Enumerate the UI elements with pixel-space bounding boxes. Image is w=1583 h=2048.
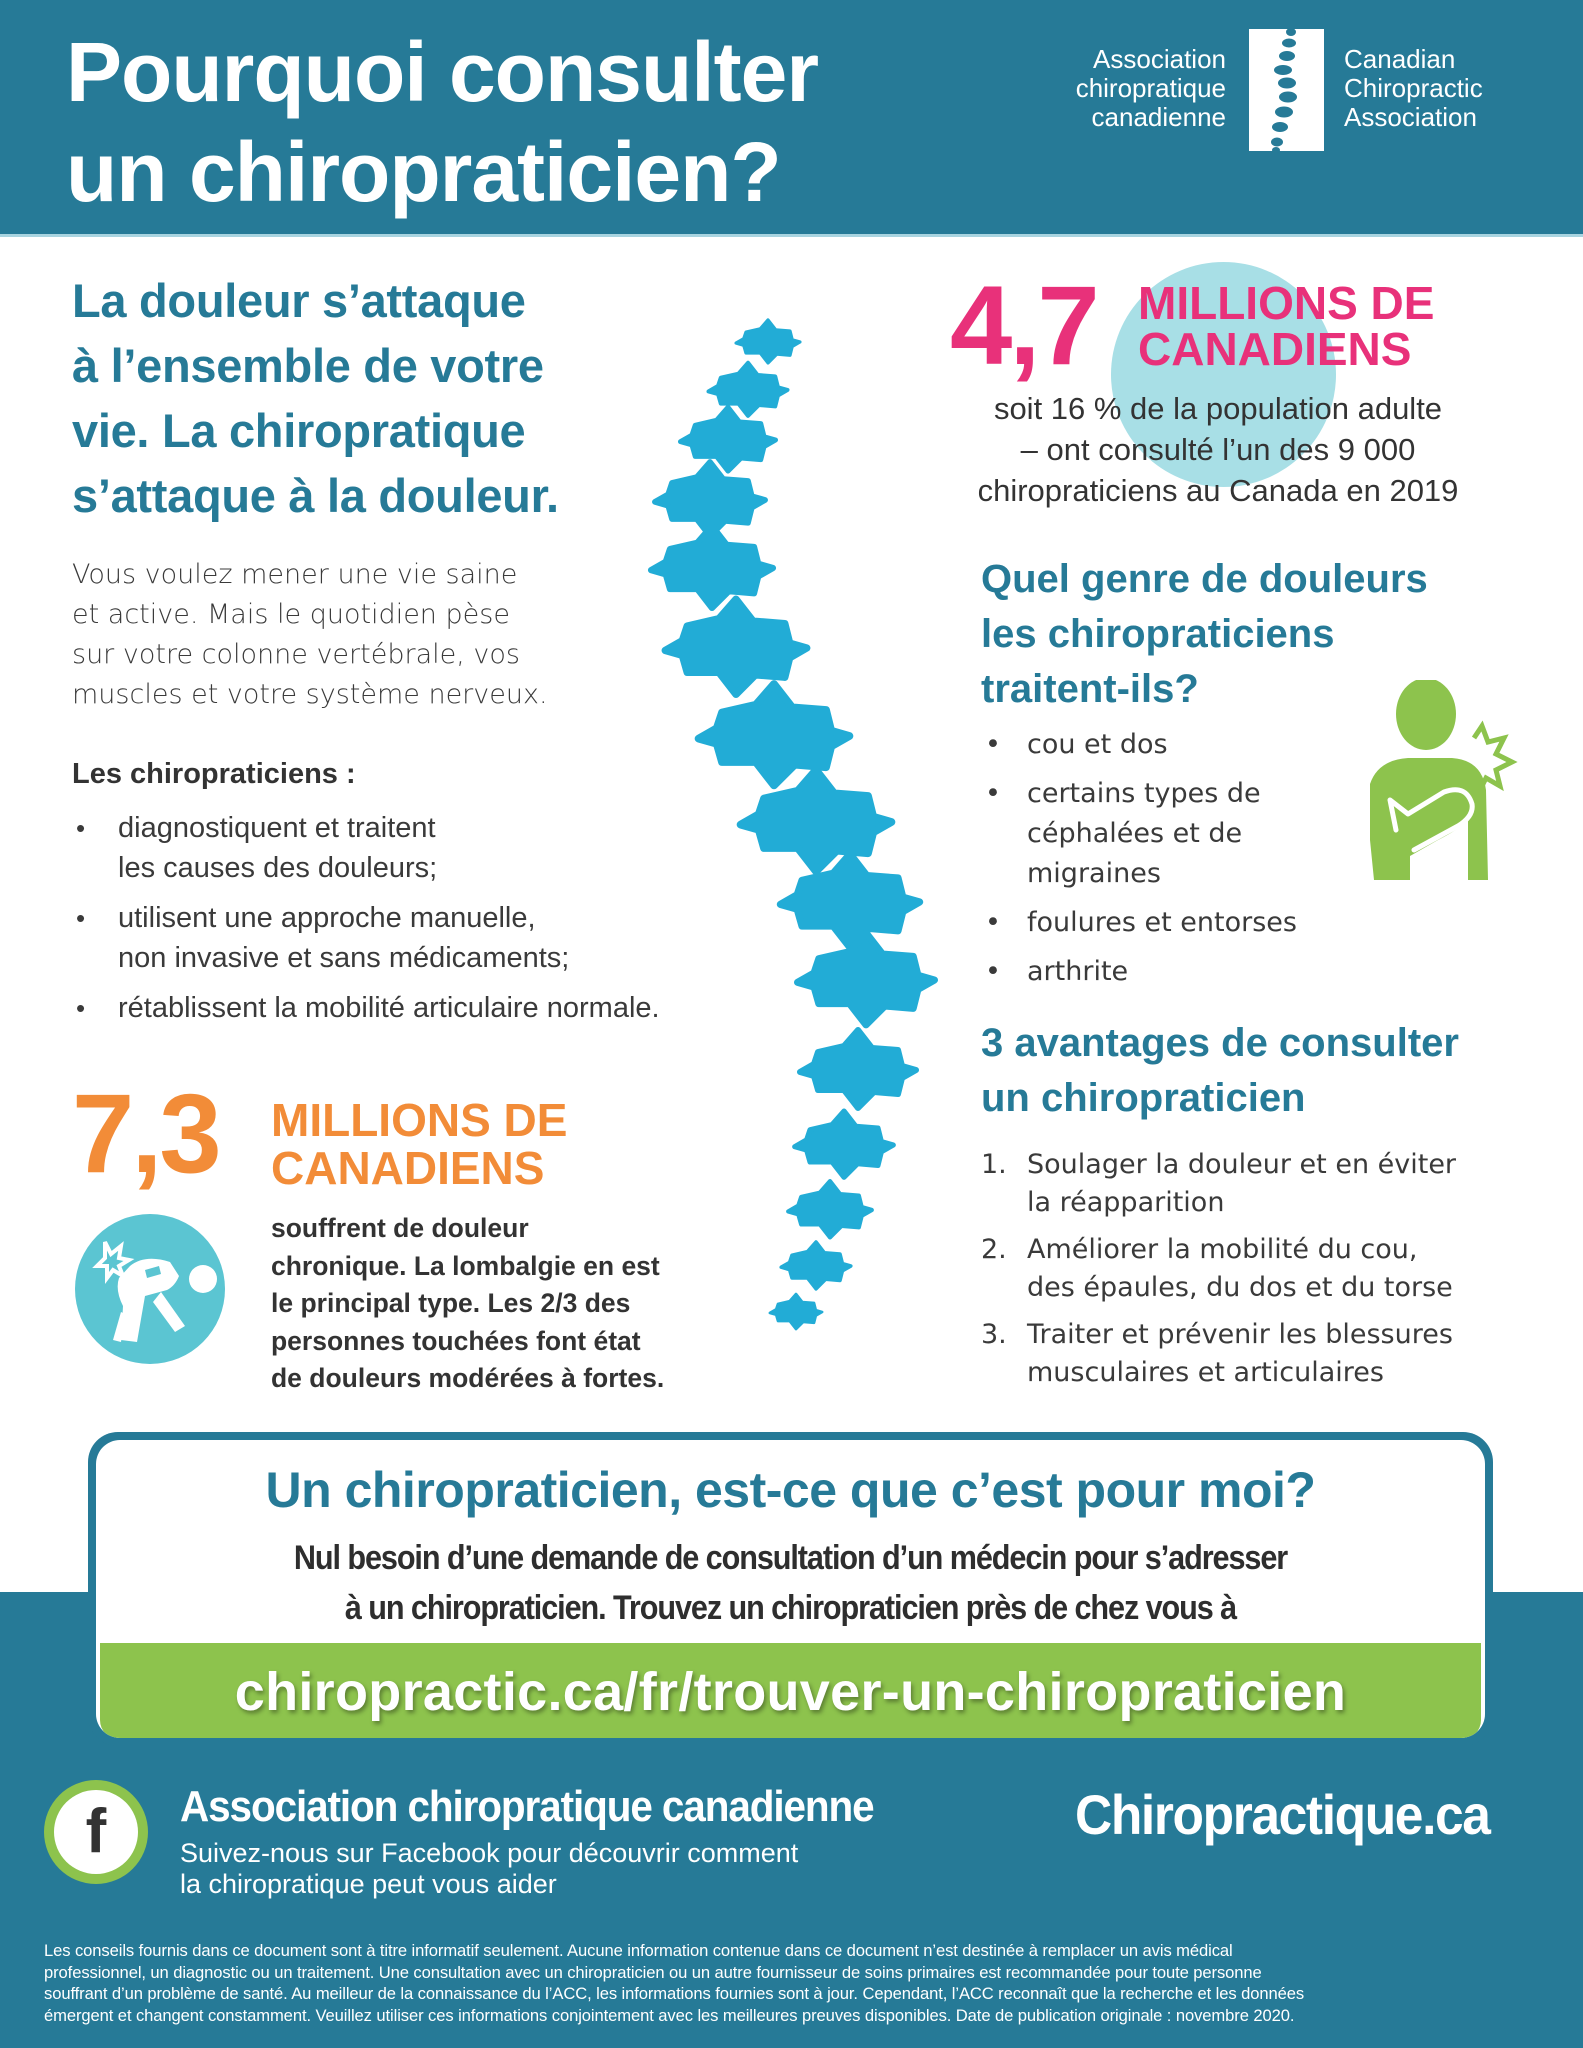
list-item	[981, 952, 1321, 992]
vertebrae-icon	[640, 300, 950, 1350]
heading-line: les chiropraticiens	[981, 612, 1335, 656]
list-number: 1.	[981, 1149, 1007, 1180]
shoulder-pain-graphic	[1348, 680, 1538, 880]
list-item-text: la réapparition	[1027, 1187, 1225, 1218]
list-item-text: musculaires et articulaires	[1027, 1357, 1384, 1388]
heading-line: traitent-ils?	[981, 667, 1199, 711]
bullet-icon: •	[985, 729, 1001, 760]
list-item-text: foulures et entorses	[1027, 907, 1297, 938]
cta-title: Un chiropraticien, est-ce que c’est pour moi?	[265, 1462, 1316, 1518]
list-item-text: cou et dos	[1027, 729, 1168, 760]
bullet-icon: •	[985, 956, 1001, 987]
list-item-text: les causes des douleurs;	[118, 852, 438, 884]
logo-text-english	[1344, 45, 1483, 132]
list-item	[981, 1316, 1541, 1392]
disclaimer-line: souffrant d’un problème de santé. Au meilleur de la connaissance du l’ACC, les informations fournies sont à jour. Cependant, l’ACC reconnaît que la recherche et les données	[44, 1984, 1305, 2003]
stat-text-line: le principal type. Les 2/3 des	[271, 1288, 631, 1318]
visits-stat-description	[908, 388, 1528, 511]
visits-stat-label	[1138, 277, 1435, 375]
intro-body-line: Vous voulez mener une vie saine	[72, 559, 518, 590]
stat-label-line: MILLIONS DE	[271, 1094, 568, 1146]
cta-body	[165, 1533, 1415, 1633]
list-item-text: arthrite	[1027, 956, 1129, 987]
disclaimer-line: Les conseils fournis dans ce document sont à titre informatif seulement. Aucune information contenue dans ce document n’est destinée à remplacer un avis médical	[44, 1941, 1233, 1960]
spine-logo-graphic	[1249, 29, 1324, 151]
bullet-icon: •	[985, 907, 1001, 938]
spine-illustration	[640, 300, 950, 1350]
stat-text-line: – ont consulté l’un des 9 000	[1020, 432, 1416, 467]
page-title-line-1: Pourquoi consulter	[66, 25, 819, 119]
chiropractors-heading: Les chiropraticiens :	[72, 758, 356, 790]
facebook-icon[interactable]	[44, 1780, 148, 1884]
intro-headline-line: à l’ensemble de votre	[72, 339, 544, 392]
intro-body-line: et active. Mais le quotidien pèse	[72, 599, 510, 630]
pain-types-list	[981, 725, 1321, 1001]
visits-stat-number: 4,7	[950, 263, 1097, 388]
list-item-text: diagnostiquent et traitent	[118, 812, 436, 844]
intro-headline	[72, 268, 672, 528]
intro-headline-line: La douleur s’attaque	[72, 274, 526, 327]
list-item-text: céphalées et de	[1027, 818, 1243, 849]
list-number: 2.	[981, 1234, 1007, 1265]
bullet-icon: •	[76, 993, 86, 1023]
list-item	[981, 1231, 1541, 1307]
cta-box-inner	[96, 1440, 1485, 1738]
list-item-text: Soulager la douleur et en éviter	[1027, 1149, 1457, 1180]
stat-label-line: CANADIENS	[1138, 323, 1412, 375]
facebook-org-name[interactable]: Association chiropratique canadienne	[180, 1782, 874, 1831]
stat-label-line: MILLIONS DE	[1138, 277, 1435, 329]
facebook-glyph: f	[54, 1790, 138, 1874]
logo-fr-line: Association	[1093, 44, 1226, 74]
bullet-icon: •	[76, 813, 86, 843]
intro-body	[72, 555, 652, 715]
list-item-text: utilisent une approche manuelle,	[118, 902, 536, 934]
list-item-text: des épaules, du dos et du torse	[1027, 1272, 1453, 1303]
logo-en-line: Association	[1344, 102, 1477, 132]
disclaimer	[44, 1940, 1554, 2026]
back-pain-person-icon	[75, 1214, 225, 1364]
stat-text-line: chronique. La lombalgie en est	[271, 1250, 660, 1281]
stat-text-line: chiropraticiens au Canada en 2019	[977, 473, 1459, 508]
logo-en-line: Canadian	[1344, 44, 1456, 74]
list-item	[981, 725, 1321, 765]
intro-body-line: muscles et votre système nerveux.	[72, 679, 548, 710]
list-item-text: Améliorer la mobilité du cou,	[1027, 1234, 1418, 1265]
list-item-text: Traiter et prévenir les blessures	[1027, 1319, 1453, 1350]
shoulder-pain-person-icon	[1348, 680, 1538, 880]
facebook-follow-text	[180, 1838, 940, 1900]
heading-line: un chiropraticien	[981, 1076, 1306, 1120]
list-item-text: migraines	[1027, 858, 1161, 889]
benefits-heading	[981, 1016, 1561, 1126]
disclaimer-line: émergent et changent constamment. Veuillez utiliser ces informations conjointement avec les meilleures preuves disponibles. Date de publication originale : novembre 2020.	[44, 2005, 1295, 2025]
intro-headline-line: vie. La chiropratique	[72, 404, 526, 457]
heading-line: 3 avantages de consulter	[981, 1021, 1459, 1065]
cta-body-line: Nul besoin d’une demande de consultation d’un médecin pour s’adresser	[293, 1539, 1288, 1577]
follow-line: la chiropratique peut vous aider	[180, 1869, 557, 1899]
page-title-line-2: un chiropraticien?	[66, 125, 781, 219]
header-banner	[0, 0, 1583, 237]
website-link[interactable]: Chiropractique.ca	[1075, 1783, 1490, 1846]
back-pain-graphic	[75, 1214, 225, 1364]
list-item	[981, 903, 1321, 943]
list-item	[981, 774, 1321, 894]
list-number: 3.	[981, 1319, 1007, 1350]
intro-headline-line: s’attaque à la douleur.	[72, 469, 559, 522]
stat-text-line: personnes touchées font état	[271, 1325, 641, 1356]
logo-text-french	[1076, 45, 1226, 132]
bullet-icon: •	[76, 903, 86, 933]
stat-text-line: de douleurs modérées à fortes.	[271, 1363, 665, 1393]
disclaimer-line: professionnel, un diagnostic ou un traitement. Une consultation avec un chiropraticien ou un autre fournisseur de soins primaires est recommandée pour toute personne	[44, 1962, 1262, 1982]
logo-en-line: Chiropractic	[1344, 73, 1483, 103]
list-item-text: certains types de	[1027, 778, 1261, 809]
page-title	[66, 22, 818, 222]
stat-text-line: soit 16 % de la population adulte	[993, 391, 1443, 426]
logo-fr-line: chiropratique	[1075, 73, 1226, 103]
benefits-list	[981, 1146, 1541, 1401]
chronic-pain-stat-number: 7,3	[72, 1071, 219, 1196]
stat-text-line: souffrent de douleur	[271, 1213, 529, 1243]
cta-box	[88, 1432, 1493, 1746]
intro-body-line: sur votre colonne vertébrale, vos	[72, 639, 520, 670]
cta-body-line: à un chiropraticien. Trouvez un chiropraticien près de chez vous à	[344, 1589, 1237, 1627]
spine-logo-icon	[1249, 29, 1324, 151]
list-item	[981, 1146, 1541, 1222]
bullet-icon: •	[985, 778, 1001, 809]
chronic-pain-stat-label	[271, 1096, 567, 1192]
list-item-text: non invasive et sans médicaments;	[118, 942, 570, 974]
follow-line: Suivez-nous sur Facebook pour découvrir comment	[180, 1838, 799, 1868]
heading-line: Quel genre de douleurs	[981, 557, 1428, 601]
logo-fr-line: canadienne	[1091, 102, 1226, 132]
stat-label-line: CANADIENS	[271, 1142, 545, 1194]
find-chiropractor-link[interactable]: chiropractic.ca/fr/trouver-un-chiropraticien	[100, 1643, 1481, 1738]
list-item-text: rétablissent la mobilité articulaire normale.	[118, 992, 660, 1024]
